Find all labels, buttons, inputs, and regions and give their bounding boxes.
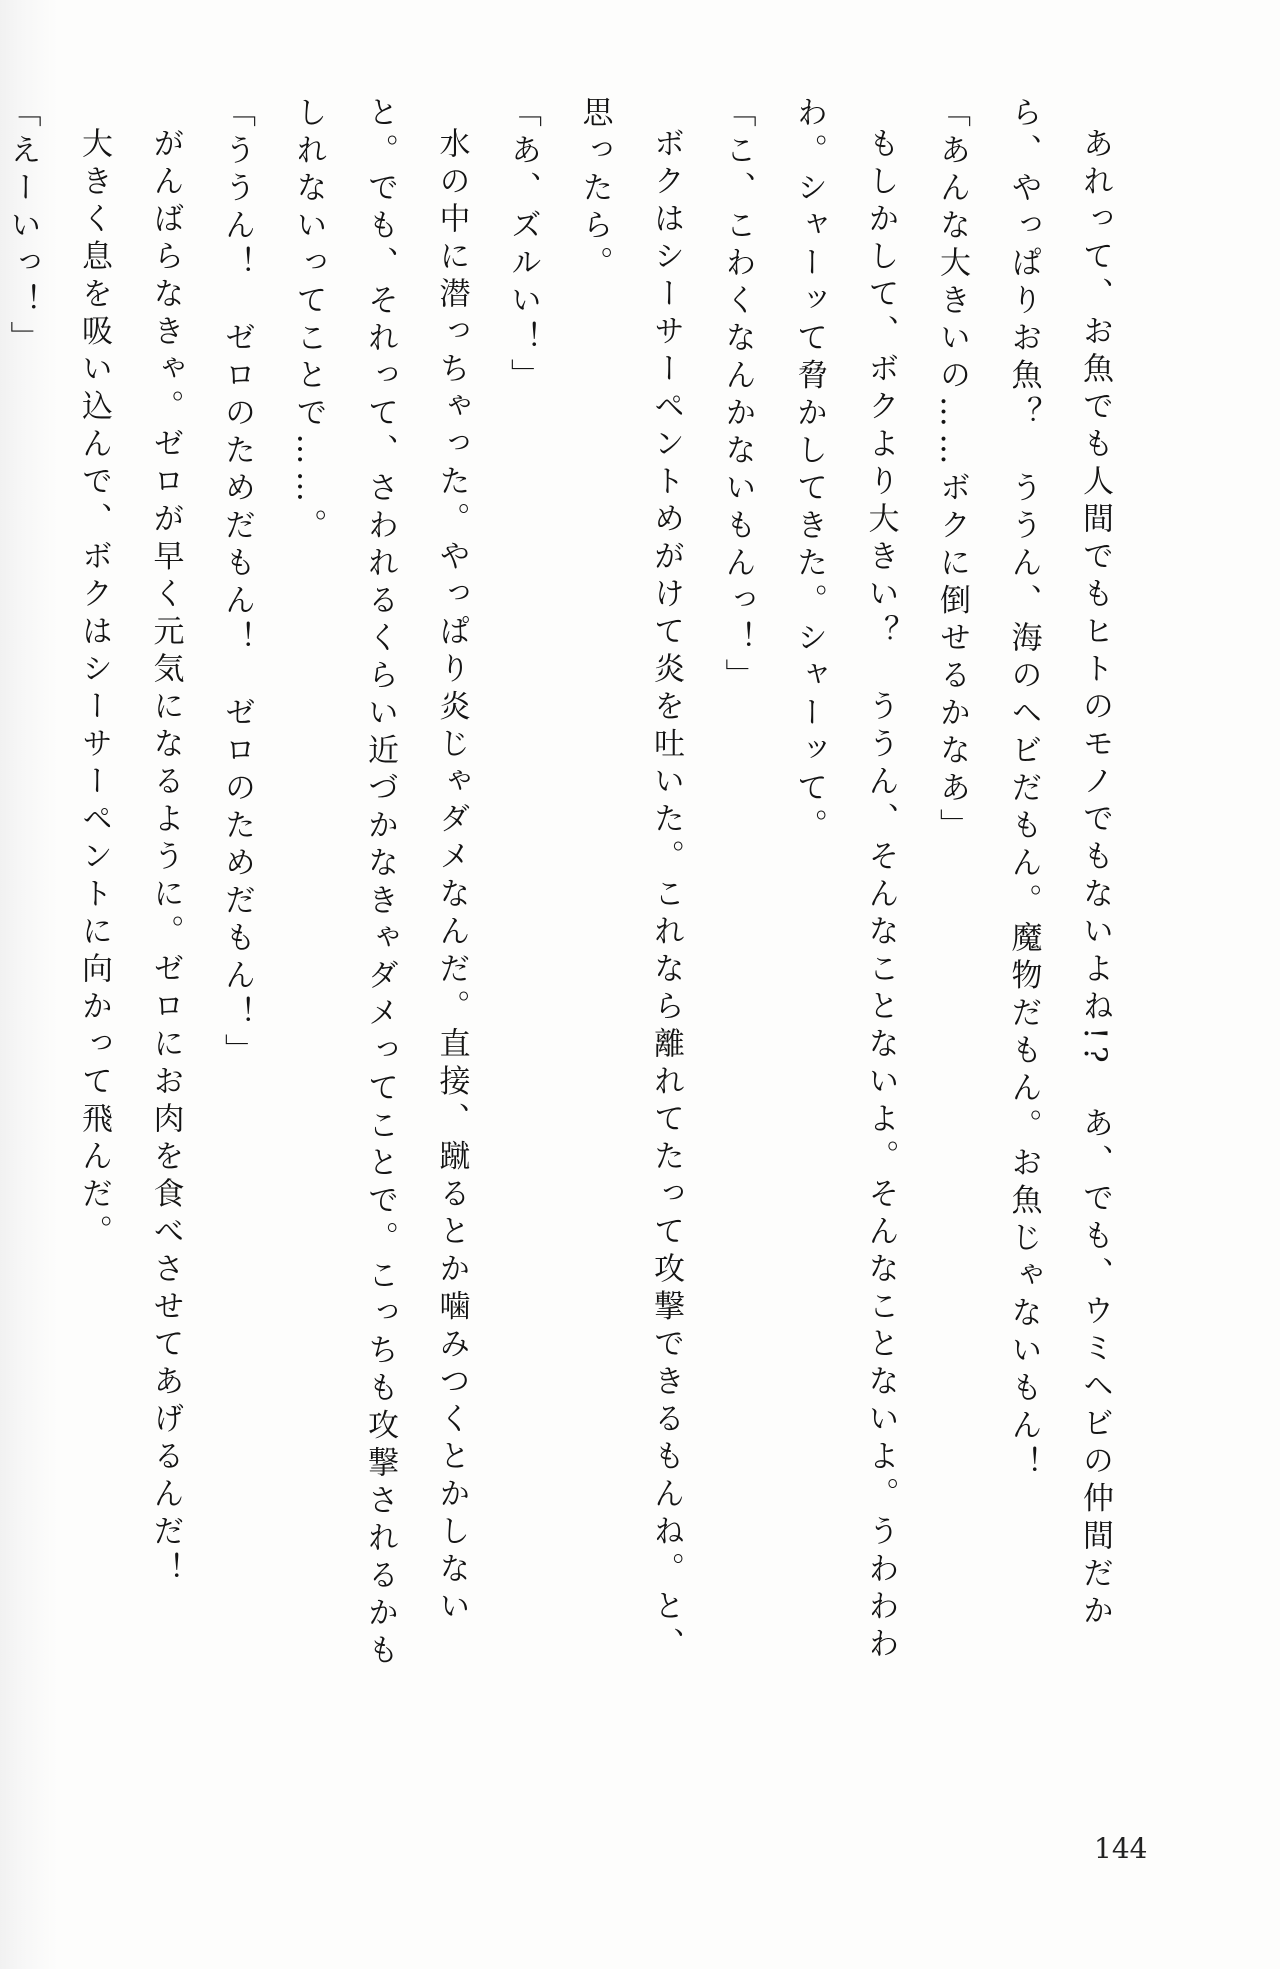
page-number: 144 bbox=[1094, 1832, 1148, 1865]
text-line: 水の中に潜っちゃった。やっぱり炎じゃダメなんだ。直接、蹴るとか噛みつくとかしない bbox=[433, 127, 470, 1627]
text-line: あれって、お魚でも人間でもヒトのモノでもないよね!? あ、でも、ウミヘビの仲間だか bbox=[1077, 127, 1113, 1632]
dialogue-line: 「こ、こわくなんかないもんっ！」 bbox=[719, 96, 756, 696]
dialogue-line: 「ううん！ ゼロのためだもん！ ゼロのためだもん！」 bbox=[219, 96, 255, 1071]
text-line: と。でも、それって、さわれるくらい近づかなきゃダメってことで。こっちも攻撃されるかも bbox=[362, 96, 398, 1671]
text-line: がんばらなきゃ。ゼロが早く元気になるように。ゼロにお肉を食べさせてあげるんだ！ bbox=[147, 127, 184, 1590]
text-line: 大きく息を吸い込んで、ボクはシーサーペントに向かって飛んだ。 bbox=[76, 127, 112, 1252]
text-line: 思ったら。 bbox=[576, 96, 613, 284]
text-line: ら、やっぱりお魚？ ううん、海のヘビだもん。魔物だもん。お魚じゃないもん！ bbox=[1005, 96, 1042, 1484]
text-line: もしかして、ボクより大きい？ ううん、そんなことないよ。そんなことないよ。うわわわ bbox=[862, 127, 899, 1665]
dialogue-line: 「あんな大きいの……ボクに倒せるかなあ」 bbox=[934, 96, 970, 846]
dialogue-line: 「あ、ズルい！」 bbox=[505, 96, 541, 396]
text-line: わ。シャーッて脅かしてきた。シャーッて。 bbox=[791, 96, 827, 846]
dialogue-line: 「えーいっ！」 bbox=[4, 96, 41, 359]
text-line: ボクはシーサーペントめがけて炎を吐いた。これなら離れてたって攻撃できるもんね。と、 bbox=[648, 127, 684, 1665]
vertical-text-body bbox=[4, 96, 1130, 1671]
text-line: しれないってことで……。 bbox=[290, 96, 327, 546]
